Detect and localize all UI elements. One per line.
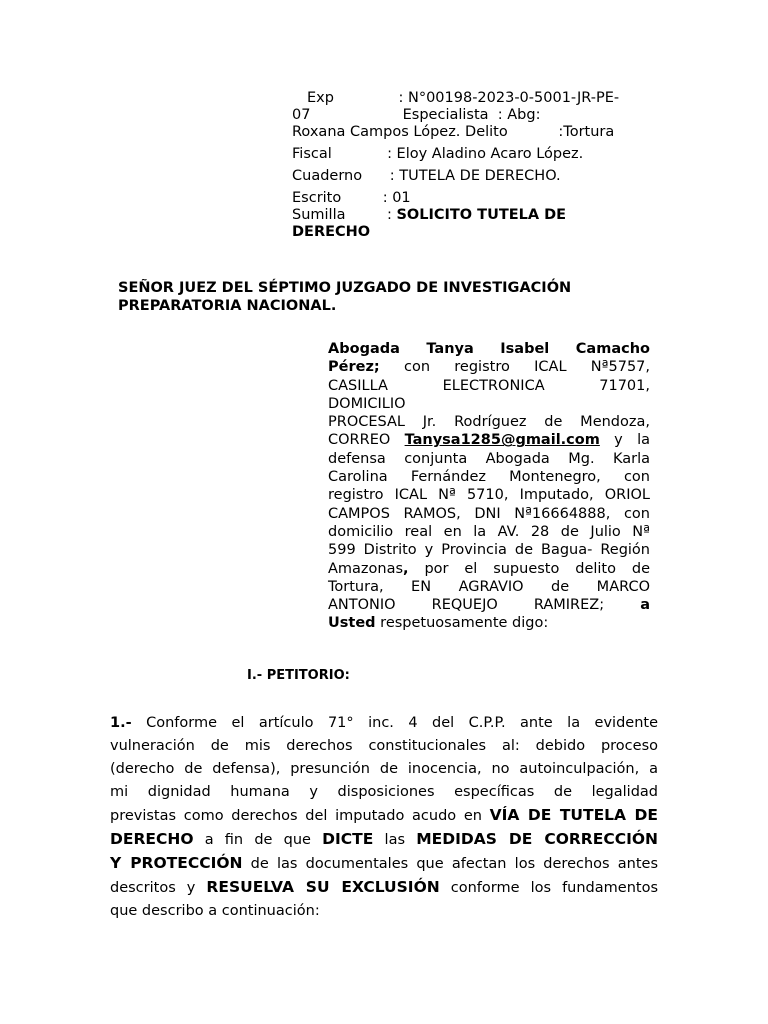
intro-line: DOMICILIO	[328, 395, 406, 412]
para-line: vulneración de mis derechos constitucionales al: debido proceso	[110, 738, 658, 754]
para-text: conforme los fundamentos	[439, 880, 658, 896]
escrito-line	[292, 190, 652, 241]
intro-line	[328, 431, 650, 449]
para-line	[110, 712, 658, 735]
judge-line-1: SEÑOR JUEZ DEL SÉPTIMO JUZGADO DE INVESTIGACIÓN	[118, 280, 572, 296]
intro-text: y la	[599, 432, 650, 449]
para-line: que describo a continuación:	[110, 903, 320, 919]
intro-line: 599 Distrito y Provincia de Bagua- Región	[328, 542, 650, 559]
judge-address	[118, 279, 650, 315]
para-line: mi dignidad humana y disposiciones específicas de legalidad	[110, 784, 658, 800]
sumilla-value: SOLICITO TUTELA DE	[396, 207, 567, 223]
para-bold: VÍA DE TUTELA DE	[489, 806, 658, 824]
section-heading-petitorio: I.- PETITORIO:	[247, 668, 350, 683]
intro-line	[328, 614, 650, 632]
para-bold: MEDIDAS DE CORRECCIÓN	[416, 830, 658, 848]
para-bold: Y PROTECCIÓN	[110, 854, 243, 872]
para-text: a fin de que	[193, 832, 323, 848]
intro-bold: a	[640, 597, 650, 614]
intro-line: CAMPOS RAMOS, DNI Nª16664888, con	[328, 505, 650, 522]
fiscal-line: Fiscal : Eloy Aladino Acaro López.	[292, 146, 584, 162]
intro-line: registro ICAL Nª 5710, Imputado, ORIOL	[328, 487, 650, 504]
intro-line: defensa conjunta Abogada Mg. Karla	[328, 450, 650, 467]
para-bold: DICTE	[322, 830, 374, 848]
intro-line	[328, 596, 650, 614]
intro-text: ANTONIO REQUEJO RAMIREZ;	[328, 597, 641, 614]
cuaderno-line: Cuaderno : TUTELA DE DERECHO.	[292, 168, 561, 184]
escrito-text: Escrito : 01	[292, 190, 411, 206]
para-line	[110, 852, 658, 876]
para-text: de las documentales que afectan los derechos antes	[242, 856, 658, 872]
intro-line: domicilio real en la AV. 28 de Julio Nª	[328, 523, 650, 540]
case-header	[292, 90, 652, 241]
email-link[interactable]: Tanysa1285@gmail.com	[404, 432, 600, 449]
intro-bold: Usted	[328, 615, 376, 632]
intro-bold: ,	[403, 560, 409, 577]
para-line: (derecho de defensa), presunción de inocencia, no autoinculpación, a	[110, 761, 658, 777]
intro-line: PROCESAL Jr. Rodríguez de Mendoza,	[328, 414, 650, 431]
sumilla-value-cont: DERECHO	[292, 224, 371, 240]
intro-text: respetuosamente digo:	[375, 615, 549, 632]
para-line	[110, 876, 658, 900]
intro-line: Abogada Tanya Isabel Camacho	[328, 341, 650, 357]
judge-line-2: PREPARATORIA NACIONAL.	[118, 298, 337, 314]
intro-line	[328, 358, 650, 376]
para-bold: DERECHO	[110, 830, 194, 848]
para-text: las	[373, 832, 417, 848]
intro-text: Amazonas	[328, 560, 404, 577]
intro-bold: Pérez;	[328, 359, 380, 376]
para-text: descritos y	[110, 880, 207, 896]
intro-text: por el supuesto delito de	[408, 560, 650, 577]
para-text: Conforme el artículo 71° inc. 4 del C.P.P. ante la evidente	[131, 715, 658, 731]
intro-line	[328, 560, 650, 578]
exp-line-1: Exp : N°00198-2023-0-5001-JR-PE-	[307, 90, 620, 106]
expediente-block	[292, 90, 652, 141]
intro-text: CORREO	[328, 432, 405, 449]
para-line	[110, 804, 658, 828]
petitorio-paragraph	[110, 712, 658, 923]
para-line	[110, 828, 658, 852]
intro-line: CASILLA ELECTRONICA 71701,	[328, 377, 650, 394]
intro-line: Carolina Fernández Montenegro, con	[328, 469, 650, 486]
exp-line-3: Roxana Campos López. Delito :Tortura	[292, 124, 615, 140]
para-bold: RESUELVA SU EXCLUSIÓN	[206, 878, 440, 896]
para-text: previstas como derechos del imputado acudo en	[110, 808, 490, 824]
para-number: 1.-	[110, 715, 132, 731]
intro-paragraph	[328, 340, 650, 633]
exp-line-2: 07 Especialista : Abg:	[292, 107, 541, 123]
intro-line: Tortura, EN AGRAVIO de MARCO	[328, 578, 650, 595]
intro-text: con registro ICAL Nª5757,	[379, 359, 650, 376]
sumilla-label: Sumilla :	[292, 207, 397, 223]
